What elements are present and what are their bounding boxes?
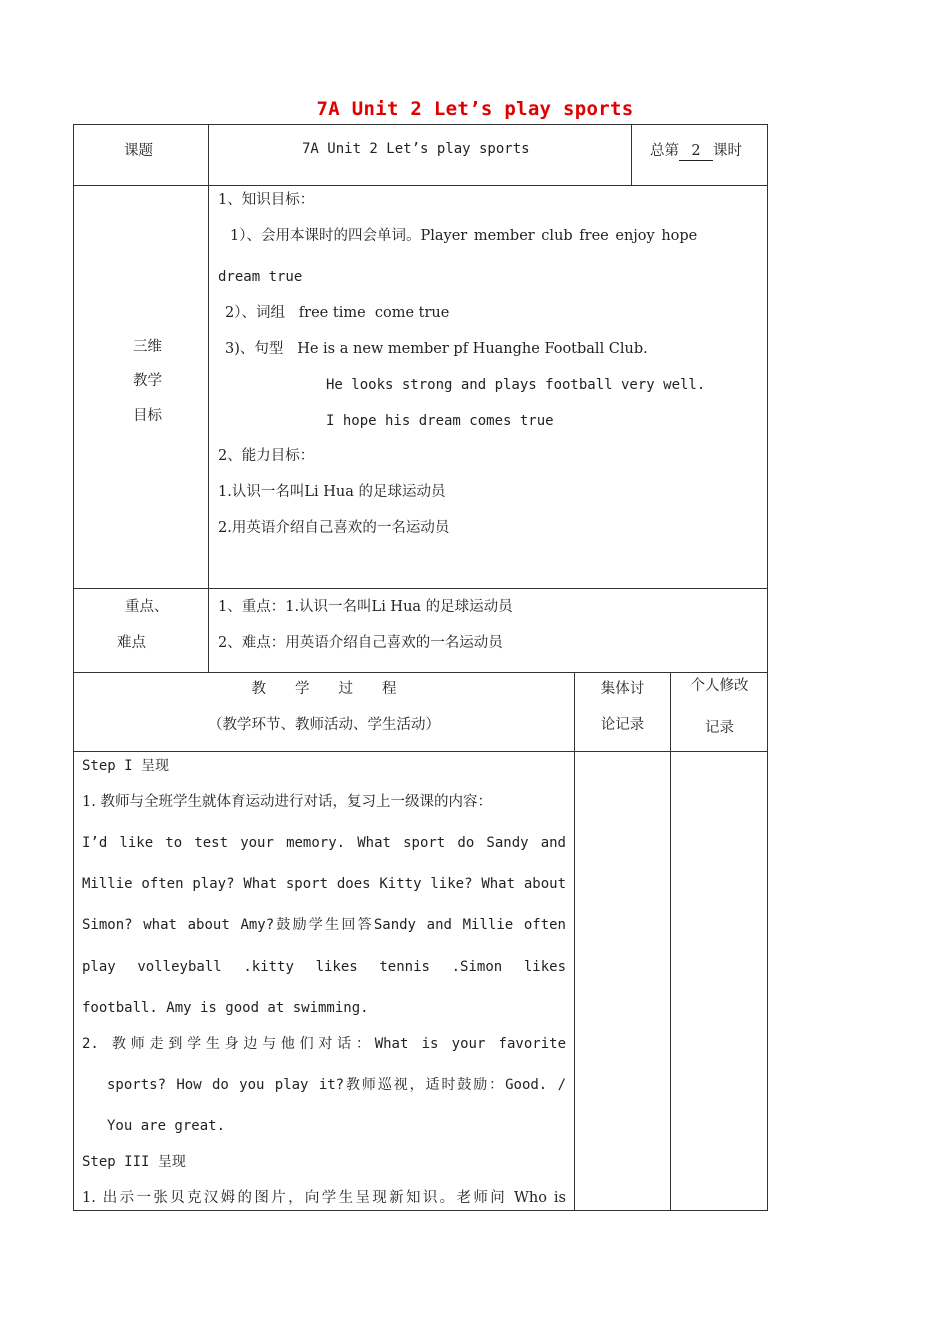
keypoints-label: 重点、 <box>125 599 169 615</box>
personal-notes-header: 记录 <box>705 720 734 736</box>
objective-line: He looks strong and plays football very well. <box>326 377 706 393</box>
topic-label: 课题 <box>124 143 153 159</box>
process-line: 2. 教师走到学生身边与他们对话：What is your favorite <box>82 1036 566 1052</box>
process-line: Millie often play? What sport does Kitty like? What about <box>82 876 566 892</box>
objectives-label: 目标 <box>133 408 162 424</box>
objective-line: 2.用英语介绍自己喜欢的一名运动员 <box>218 520 450 536</box>
personal-notes-header: 个人修改 <box>690 678 749 694</box>
objective-line: 2、能力目标： <box>218 448 315 464</box>
row-divider <box>73 672 768 673</box>
col-divider <box>631 124 632 185</box>
objective-line: 3)、句型 He is a new member pf Huanghe Football Club. <box>225 341 648 357</box>
lesson-count <box>650 141 742 161</box>
process-line: football. Amy is good at swimming. <box>82 1000 369 1016</box>
group-discussion-header: 论记录 <box>600 717 645 733</box>
lesson-prefix: 总第 <box>650 143 679 159</box>
objective-line: 1、知识目标： <box>218 192 315 208</box>
process-title: 教 学 过 程 <box>251 681 397 697</box>
lesson-number: 2 <box>679 143 713 161</box>
objectives-label: 教学 <box>133 373 162 389</box>
col-divider <box>208 124 209 672</box>
process-line: 1. 出示一张贝克汉姆的图片，向学生呈现新知识。老师问 Who is <box>82 1190 566 1206</box>
objective-line: 1.认识一名叫Li Hua 的足球运动员 <box>218 484 446 500</box>
keypoints-label: 难点 <box>117 635 146 651</box>
group-discussion-header: 集体讨 <box>600 681 645 697</box>
row-divider <box>73 588 768 589</box>
document-title: 7A Unit 2 Let’s play sports <box>316 98 634 120</box>
keypoint-line: 1、重点：1.认识一名叫Li Hua 的足球运动员 <box>218 599 513 615</box>
process-line: Step I 呈现 <box>82 758 170 774</box>
keypoint-line: 2、难点：用英语介绍自己喜欢的一名运动员 <box>218 635 503 651</box>
process-line: I’d like to test your memory. What sport do Sandy and <box>82 835 566 851</box>
lesson-suffix: 课时 <box>713 143 742 159</box>
objective-line: I hope his dream comes true <box>326 413 554 429</box>
col-divider <box>670 672 671 1211</box>
objective-line: 1）、会用本课时的四会单词。Player member club free enjoy hope <box>230 228 698 244</box>
row-divider <box>73 751 768 752</box>
objectives-label: 三维 <box>133 339 162 355</box>
process-line: Simon? what about Amy?鼓励学生回答Sandy and Millie often <box>82 917 566 933</box>
process-line: play volleyball .kitty likes tennis .Simon likes <box>82 959 566 975</box>
topic-value: 7A Unit 2 Let’s play sports <box>302 141 530 157</box>
process-line: Step III 呈现 <box>82 1154 186 1170</box>
process-line: 1. 教师与全班学生就体育运动进行对话，复习上一级课的内容： <box>82 794 492 810</box>
col-divider <box>574 672 575 1211</box>
objective-line: dream true <box>218 269 303 285</box>
process-line: You are great. <box>107 1118 226 1134</box>
process-line: sports? How do you play it?教师巡视，适时鼓励：Good. / <box>107 1077 566 1093</box>
objective-line: 2）、词组 free time come true <box>225 305 450 321</box>
process-subtitle: （教学环节、教师活动、学生活动） <box>208 717 440 733</box>
row-divider <box>73 185 768 186</box>
